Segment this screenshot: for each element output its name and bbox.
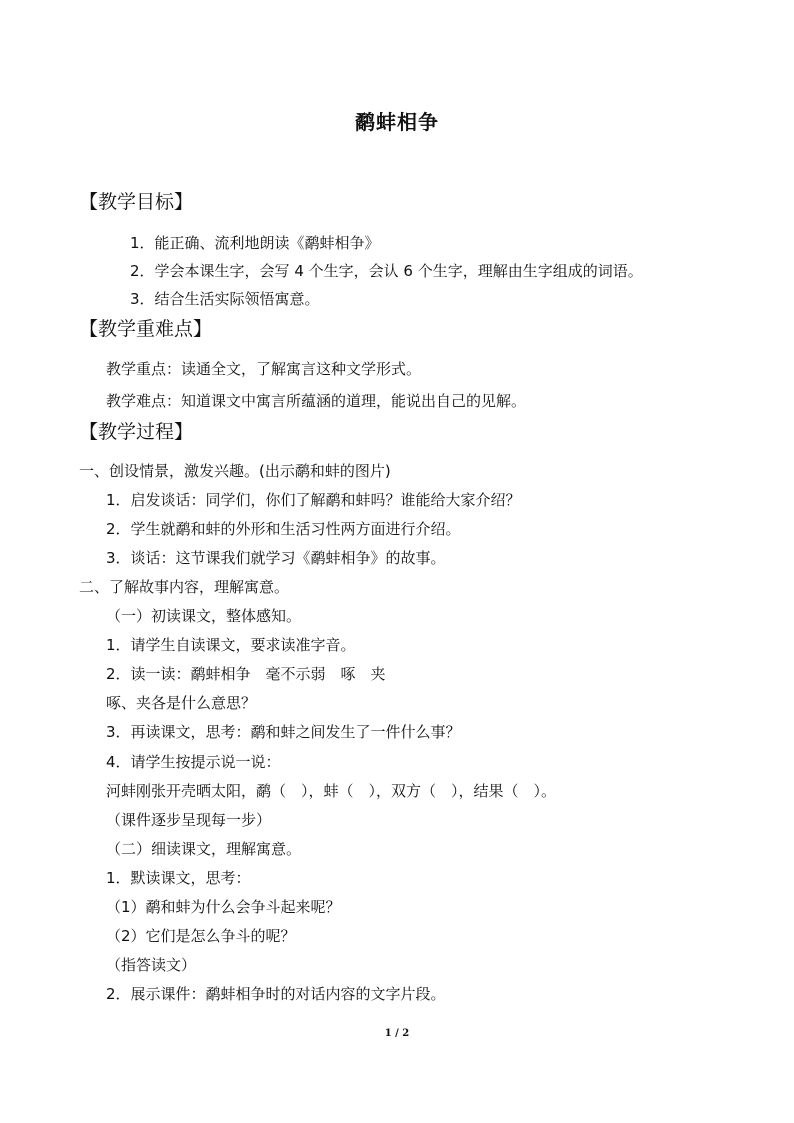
process-line: 1．启发谈话：同学们，你们了解鹬和蚌吗？谁能给大家介绍？ (106, 491, 521, 509)
process-line: 二、了解故事内容，理解寓意。 (79, 578, 290, 596)
process-line: 1．请学生自读课文，要求读准字音。 (106, 636, 356, 654)
page-number: 1 / 2 (384, 1028, 410, 1039)
key-point-item: 教学重点：读通全文，了解寓言这种文学形式。 (106, 360, 422, 378)
process-line: （指答读文） (106, 956, 197, 974)
process-line: 2．展示课件：鹬蚌相争时的对话内容的文字片段。 (106, 985, 446, 1003)
process-line: （一）初读课文，整体感知。 (106, 607, 302, 625)
key-point-item: 教学难点：知道课文中寓言所蕴涵的道理，能说出自己的见解。 (106, 392, 527, 410)
process-line: （二）细读课文，理解寓意。 (106, 840, 302, 858)
process-line: 4．请学生按提示说一说： (106, 753, 281, 771)
process-line: （1）鹬和蚌为什么会争斗起来呢？ (106, 898, 341, 916)
section-heading-key-points: 【教学重难点】 (79, 318, 213, 340)
goal-item: 2．学会本课生字，会写 4 个生字，会认 6 个生字，理解由生字组成的词语。 (130, 262, 643, 280)
process-line: 河蚌刚张开壳晒太阳，鹬（ ），蚌（ ），双方（ ），结果（ ）。 (106, 782, 557, 800)
process-line: 2．学生就鹬和蚌的外形和生活习性两方面进行介绍。 (106, 520, 461, 538)
process-line: 啄、夹各是什么意思？ (106, 694, 257, 712)
process-line: 3．谈话：这节课我们就学习《鹬蚌相争》的故事。 (106, 549, 446, 567)
section-heading-process: 【教学过程】 (79, 421, 194, 443)
goal-item: 3．结合生活实际领悟寓意。 (130, 290, 320, 308)
process-line: 1．默读课文，思考： (106, 869, 251, 887)
page-title: 鹬蚌相争 (355, 110, 439, 134)
process-line: （2）它们是怎么争斗的呢？ (106, 927, 296, 945)
process-line: 3．再读课文，思考：鹬和蚌之间发生了一件什么事？ (106, 723, 461, 741)
process-line: 2．读一读：鹬蚌相争 毫不示弱 啄 夹 (106, 665, 386, 683)
section-heading-goals: 【教学目标】 (79, 191, 194, 213)
process-line: 一、创设情景，激发兴趣。(出示鹬和蚌的图片) (79, 462, 391, 480)
goal-item: 1．能正确、流利地朗读《鹬蚌相争》 (130, 234, 380, 252)
process-line: （课件逐步呈现每一步） (106, 811, 272, 829)
